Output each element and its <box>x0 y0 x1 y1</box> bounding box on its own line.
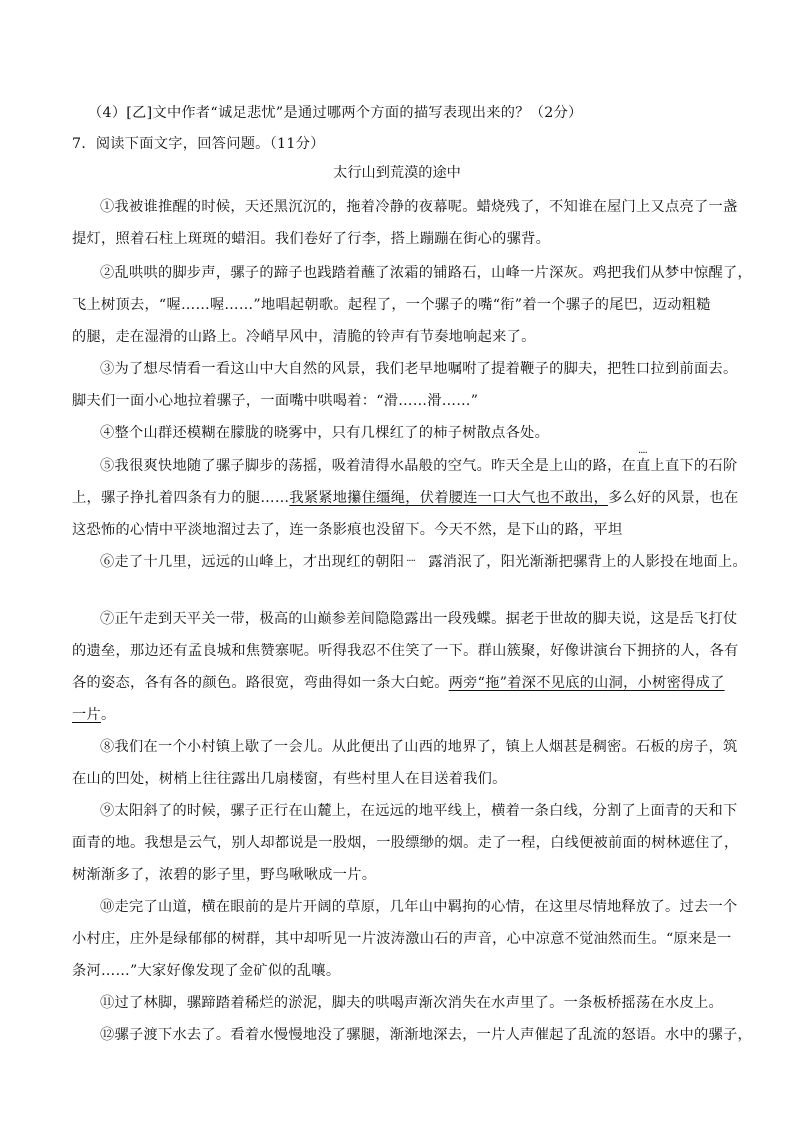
paragraph-1-line-2: 提灯，照着石柱上斑斑的蜡泪。我们卷好了行李，搭上蹦蹦在街心的骡背。 <box>72 231 551 247</box>
paragraph-5-line-2 <box>72 488 738 508</box>
paragraph-8-line-2: 在山的凹处，树梢上往往露出几扇楼窗，有些村里人在目送着我们。 <box>72 771 507 787</box>
paragraph-9-line-2: 面青的地。我想是云气，别人却都说是一股烟，一股缥缈的烟。走了一程，白线便被前面的树林遮住了， <box>72 835 739 851</box>
paragraph-5-line-3: 这恐怖的心情中平淡地溜过去了，连一条影痕也没留下。今天不然，是下山的路，平坦 <box>72 522 623 538</box>
paragraph-2-line-1: ②乱哄哄的脚步声，骡子的蹄子也践踏着蘸了浓霜的铺路石，山峰一片深灰。鸡把我们从梦中惊醒了， <box>100 265 752 281</box>
paragraph-7-text: 各的姿态，各有各的颜色。路很宽，弯曲得如一条大白蛇。 <box>72 675 449 691</box>
paragraph-9-line-3: 树渐渐多了，浓碧的影子里，野鸟啾啾成一片。 <box>72 867 377 883</box>
paragraph-7-line-3 <box>72 673 725 693</box>
paragraph-11: ⑪过了林脚，骡蹄踏着稀烂的淤泥，脚夫的哄喝声渐次消失在水声里了。一条板桥摇荡在水皮上。 <box>100 995 723 1011</box>
paragraph-6-text: ⑥走了十几里，远远的山峰上，才出现红的朝阳 <box>100 554 405 570</box>
paragraph-3-line-2: 脚夫们一面小心地拉着骡子，一面嘴中哄喝着：“滑……滑……” <box>72 393 479 409</box>
paragraph-5-line-1 <box>100 456 737 476</box>
paragraph-10-line-3: 条河……”大家好像发现了金矿似的乱嚷。 <box>72 963 341 979</box>
paragraph-12: ⑫骡子渡下水去了。看着水慢慢地没了骡腿，渐渐地深去，一片人声催起了乱流的怒语。水中的骡子， <box>100 1027 752 1043</box>
paragraph-7-line-4 <box>72 705 115 725</box>
question-4: （4）[乙]文中作者“诚足悲忧”是通过哪两个方面的描写表现出来的？（2分） <box>88 105 583 121</box>
paragraph-6 <box>100 552 747 572</box>
paragraph-10-line-1: ⑩走完了山道，横在眼前的是片开阔的草原，几年山中羁拘的心情，在这里尽情地释放了。过去一个 <box>100 899 738 915</box>
question-7: 7．阅读下面文字，回答问题。（11分） <box>72 136 325 152</box>
paragraph-5-text: 的石阶 <box>694 458 738 474</box>
paragraph-10-line-2: 小村庄，庄外是绿郁郁的树群，其中却听见一片波涛激山石的声音，心中凉意不觉油然而生。“原来是一 <box>72 931 732 947</box>
underlined-sentence: 我紧紧地攥住缰绳，伏着腰连一口大气也不敢出， <box>289 490 609 506</box>
paragraph-9-line-1: ⑨太阳斜了的时候，骡子正行在山麓上，在远远的地平线上，横着一条白线，分割了上面青的天和下 <box>100 803 738 819</box>
paragraph-2-line-3: 的腿，走在湿滑的山路上。冷峭早风中，清脆的铃声有节奏地响起来了。 <box>72 329 536 345</box>
underlined-sentence: 一片 <box>72 707 101 723</box>
paragraph-5-text: ⑤我很爽快地随了骡子脚步的荡摇，吸着清得水晶般的空气。昨天全是上山的路，在 <box>100 458 637 474</box>
paragraph-3-line-1: ③为了想尽情看一看这山中大自然的风景，我们老早地嘱咐了提着鞭子的脚夫，把牲口拉到前面去。 <box>100 361 738 377</box>
article-title: 太行山到荒漠的途中 <box>333 165 461 181</box>
paragraph-7-line-1: ⑦正午走到天平关一带，极高的山巅参差间隐隐露出一段残蝶。据老于世故的脚夫说，这是岳飞打仗 <box>100 611 738 627</box>
paragraph-4: ④整个山群还模糊在朦胧的晓雾中，只有几棵红了的柿子树散点各处。 <box>100 425 550 441</box>
paragraph-8-line-1: ⑧我们在一个小村镇上歇了一会儿。从此便出了山西的地界了，镇上人烟甚是稠密。石板的房子，筑 <box>100 739 738 755</box>
paragraph-7-line-2: 的遗垒，那边还有孟良城和焦赞寨呢。听得我忍不住笑了一下。群山簇聚，好像讲演台下拥挤的人，各有 <box>72 643 739 659</box>
paragraph-5-text: 上，骡子挣扎着四条有力的腿…… <box>72 490 290 506</box>
paragraph-2-line-2: 飞上树顶去，“喔……喔……”地唱起朝歌。起程了，一个骡子的嘴“衔”着一个骡子的尾巴，迈动粗糙 <box>72 297 711 313</box>
paragraph-6-text: 露消泯了，阳光渐渐把骡背上的人影投在地面上。 <box>428 554 747 570</box>
underlined-sentence: 两旁“拖”着深不见底的山洞，小树密得成了 <box>448 675 725 691</box>
paragraph-5-text: 多么好的风景，也在 <box>608 490 739 506</box>
paragraph-1-line-1: ①我被谁推醒的时候，天还黑沉沉的，拖着冷静的夜幕呢。蜡烧残了，不知谁在屋门上又点亮了一盏 <box>100 199 738 215</box>
emphasis-dotted-text: 直上直下 ···· <box>636 458 694 474</box>
paragraph-7-text: 。 <box>100 707 116 723</box>
